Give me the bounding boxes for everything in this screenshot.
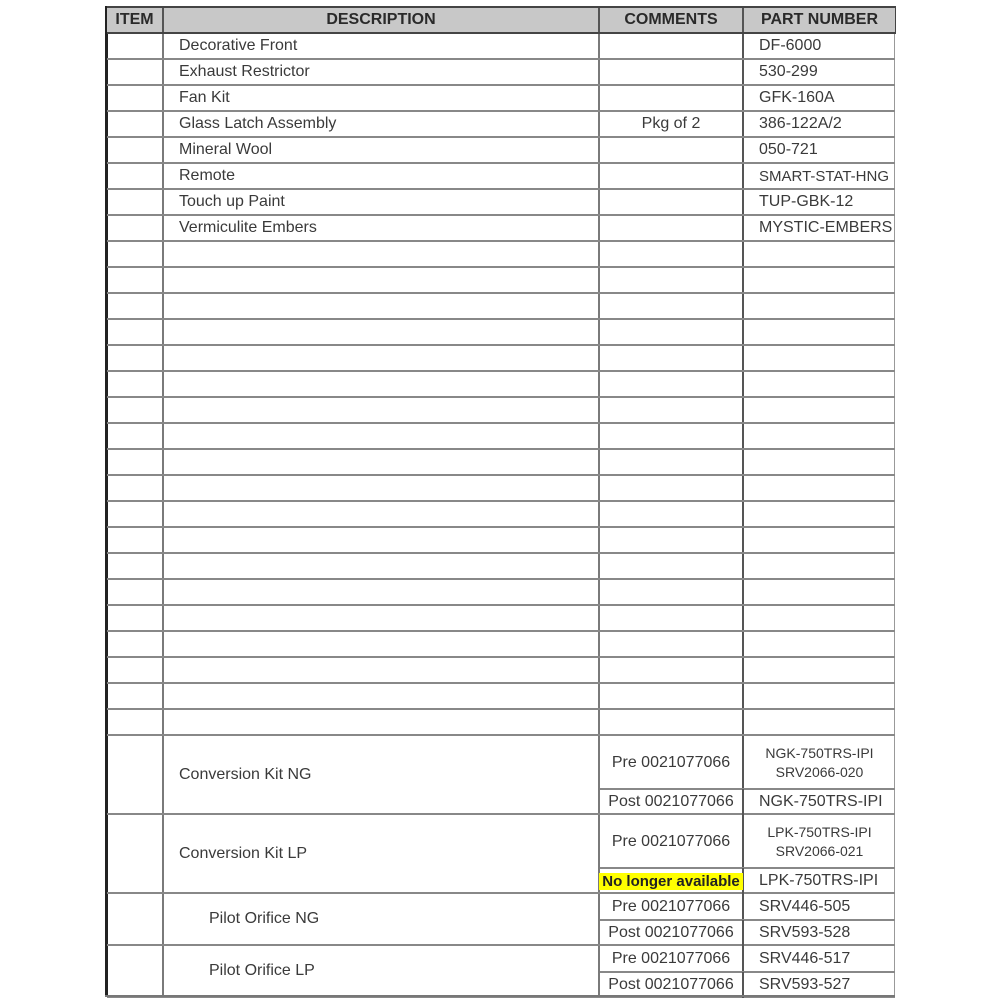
part-number-cell <box>744 320 895 344</box>
item-cell <box>107 320 164 344</box>
comments-cell <box>600 606 744 630</box>
description-cell: Vermiculite Embers <box>164 216 600 240</box>
description-cell <box>164 632 600 656</box>
item-cell <box>107 164 164 188</box>
item-cell <box>107 190 164 214</box>
part-number-cell <box>744 268 895 292</box>
empty-table-row <box>107 580 895 606</box>
description-cell <box>164 450 600 474</box>
comments-text: Pre 0021077066 <box>611 898 731 915</box>
description-cell: Conversion Kit NG <box>164 736 600 813</box>
grouped-table-row <box>107 946 895 998</box>
item-cell <box>107 528 164 552</box>
table-row <box>107 216 895 242</box>
part-number-cell <box>744 920 895 946</box>
description-cell: Pilot Orifice NG <box>164 894 600 944</box>
comments-cell <box>600 476 744 500</box>
part-number-cell <box>744 658 895 682</box>
description-cell <box>164 528 600 552</box>
empty-table-row <box>107 242 895 268</box>
part-number-cell <box>744 710 895 734</box>
table-row <box>107 138 895 164</box>
description-cell: Pilot Orifice LP <box>164 946 600 996</box>
comments-cell <box>600 815 744 868</box>
table-row <box>107 164 895 190</box>
item-cell <box>107 294 164 318</box>
part-number-cell <box>744 424 895 448</box>
part-number-cell: 530-299 <box>759 63 818 80</box>
empty-table-row <box>107 606 895 632</box>
part-number-cell <box>744 789 895 815</box>
part-number-cell: 386-122A/2 <box>759 115 842 132</box>
part-number-cell <box>744 242 895 266</box>
comments-text: Pre 0021077066 <box>611 832 731 850</box>
comments-cell <box>600 372 744 396</box>
item-cell <box>107 710 164 734</box>
item-cell <box>107 946 164 996</box>
description-cell <box>164 398 600 422</box>
item-cell <box>107 632 164 656</box>
part-number-cell <box>744 528 895 552</box>
comments-text: Post 0021077066 <box>608 793 734 810</box>
table-row <box>107 112 895 138</box>
empty-table-row <box>107 632 895 658</box>
comments-cell <box>600 320 744 344</box>
item-cell <box>107 346 164 370</box>
comments-cell <box>600 346 744 370</box>
item-cell <box>107 450 164 474</box>
empty-table-row <box>107 346 895 372</box>
comments-cell <box>600 658 744 682</box>
description-cell <box>164 294 600 318</box>
description-cell <box>164 320 600 344</box>
part-number-cell: SMART-STAT-HNG <box>759 167 890 185</box>
part-number-cell <box>744 450 895 474</box>
comments-cell <box>600 736 744 789</box>
part-number-text: SRV446-505 <box>759 898 851 915</box>
item-cell <box>107 736 164 813</box>
comments-cell <box>600 424 744 448</box>
empty-table-row <box>107 450 895 476</box>
empty-table-row <box>107 684 895 710</box>
part-number-text: SRV2066-020 <box>775 763 864 780</box>
item-cell <box>107 34 164 58</box>
header-description: DESCRIPTION <box>164 8 600 32</box>
empty-table-row <box>107 398 895 424</box>
description-cell <box>164 658 600 682</box>
description-cell: Exhaust Restrictor <box>164 60 600 84</box>
part-number-cell <box>744 632 895 656</box>
description-cell: Glass Latch Assembly <box>164 112 600 136</box>
part-number-cell <box>744 554 895 578</box>
table-bottom-border <box>105 995 895 997</box>
comments-cell <box>600 398 744 422</box>
part-number-cell: GFK-160A <box>759 89 835 106</box>
comments-cell <box>600 789 744 815</box>
description-cell: Conversion Kit LP <box>164 815 600 892</box>
comments-cell <box>600 450 744 474</box>
table-header-row <box>107 6 895 34</box>
empty-table-row <box>107 710 895 736</box>
part-number-cell: TUP-GBK-12 <box>759 193 854 210</box>
comments-text: Post 0021077066 <box>608 924 734 941</box>
comments-cell <box>600 242 744 266</box>
empty-table-row <box>107 476 895 502</box>
empty-table-row <box>107 554 895 580</box>
description-cell: Decorative Front <box>164 34 600 58</box>
description-cell <box>164 424 600 448</box>
empty-table-row <box>107 294 895 320</box>
description-cell: Remote <box>164 164 600 188</box>
empty-table-row <box>107 320 895 346</box>
item-cell <box>107 684 164 708</box>
part-number-cell <box>744 606 895 630</box>
part-number-text: SRV446-517 <box>759 950 851 967</box>
part-number-cell <box>744 476 895 500</box>
comments-cell <box>600 138 744 162</box>
item-cell <box>107 372 164 396</box>
item-cell <box>107 606 164 630</box>
empty-table-row <box>107 268 895 294</box>
grouped-table-row <box>107 815 895 894</box>
item-cell <box>107 424 164 448</box>
table-row <box>107 34 895 60</box>
comments-cell <box>600 34 744 58</box>
part-number-text: SRV593-528 <box>759 924 851 941</box>
comments-cell: Pkg of 2 <box>600 112 744 136</box>
description-cell <box>164 476 600 500</box>
part-number-text: LPK-750TRS-IPI <box>767 823 872 840</box>
part-number-cell <box>744 372 895 396</box>
part-number-text: NGK-750TRS-IPI <box>765 744 874 761</box>
description-cell <box>164 242 600 266</box>
comments-cell <box>600 164 744 188</box>
part-number-cell <box>744 894 895 920</box>
comments-cell <box>600 502 744 526</box>
empty-table-row <box>107 424 895 450</box>
item-cell <box>107 580 164 604</box>
item-cell <box>107 502 164 526</box>
description-cell <box>164 502 600 526</box>
item-cell <box>107 268 164 292</box>
comments-cell <box>600 710 744 734</box>
comments-cell <box>600 894 744 920</box>
comments-cell <box>600 632 744 656</box>
comments-cell <box>600 528 744 552</box>
item-cell <box>107 112 164 136</box>
part-number-cell <box>744 946 895 972</box>
part-number-cell <box>744 815 895 868</box>
header-part-number: PART NUMBER <box>760 11 879 28</box>
part-number-text: SRV2066-021 <box>775 842 864 859</box>
part-number-cell <box>744 502 895 526</box>
part-number-cell: DF-6000 <box>759 37 822 54</box>
item-cell <box>107 86 164 110</box>
item-cell <box>107 242 164 266</box>
part-number-cell <box>744 346 895 370</box>
comments-text: Pre 0021077066 <box>611 950 731 967</box>
comments-cell <box>600 294 744 318</box>
empty-table-row <box>107 528 895 554</box>
part-number-cell <box>744 398 895 422</box>
item-cell <box>107 398 164 422</box>
empty-table-row <box>107 502 895 528</box>
table-row <box>107 190 895 216</box>
comments-cell <box>600 580 744 604</box>
item-cell <box>107 476 164 500</box>
part-number-cell <box>744 294 895 318</box>
item-cell <box>107 658 164 682</box>
item-cell <box>107 894 164 944</box>
description-cell <box>164 346 600 370</box>
grouped-table-row <box>107 894 895 946</box>
part-number-text: NGK-750TRS-IPI <box>759 793 883 810</box>
part-number-text: SRV593-527 <box>759 976 851 993</box>
part-number-cell <box>744 736 895 789</box>
description-cell: Mineral Wool <box>164 138 600 162</box>
comments-cell <box>600 684 744 708</box>
table-row <box>107 60 895 86</box>
comments-cell <box>600 920 744 946</box>
comments-cell <box>600 946 744 972</box>
empty-table-row <box>107 372 895 398</box>
table-row <box>107 86 895 112</box>
comments-cell <box>600 554 744 578</box>
description-cell <box>164 268 600 292</box>
part-number-cell <box>744 580 895 604</box>
description-cell: Touch up Paint <box>164 190 600 214</box>
description-cell <box>164 580 600 604</box>
comments-cell <box>600 60 744 84</box>
part-number-cell: 050-721 <box>759 141 818 158</box>
description-cell <box>164 606 600 630</box>
description-cell: Fan Kit <box>164 86 600 110</box>
item-cell <box>107 554 164 578</box>
item-cell <box>107 60 164 84</box>
comments-cell <box>600 86 744 110</box>
empty-table-row <box>107 658 895 684</box>
header-comments: COMMENTS <box>600 8 744 32</box>
comments-cell <box>600 868 744 894</box>
item-cell <box>107 216 164 240</box>
part-number-cell <box>744 868 895 894</box>
comments-cell <box>600 216 744 240</box>
description-cell <box>164 710 600 734</box>
comments-text: Post 0021077066 <box>608 976 734 993</box>
availability-badge: No longer available <box>599 873 743 890</box>
part-number-cell <box>744 684 895 708</box>
description-cell <box>164 554 600 578</box>
description-cell <box>164 372 600 396</box>
comments-text: Pre 0021077066 <box>611 753 731 771</box>
part-number-cell: MYSTIC-EMBERS <box>759 219 893 236</box>
header-item: ITEM <box>107 8 164 32</box>
item-cell <box>107 815 164 892</box>
part-number-text: LPK-750TRS-IPI <box>759 872 879 889</box>
comments-cell <box>600 190 744 214</box>
description-cell <box>164 684 600 708</box>
item-cell <box>107 138 164 162</box>
grouped-table-row <box>107 736 895 815</box>
comments-cell <box>600 268 744 292</box>
